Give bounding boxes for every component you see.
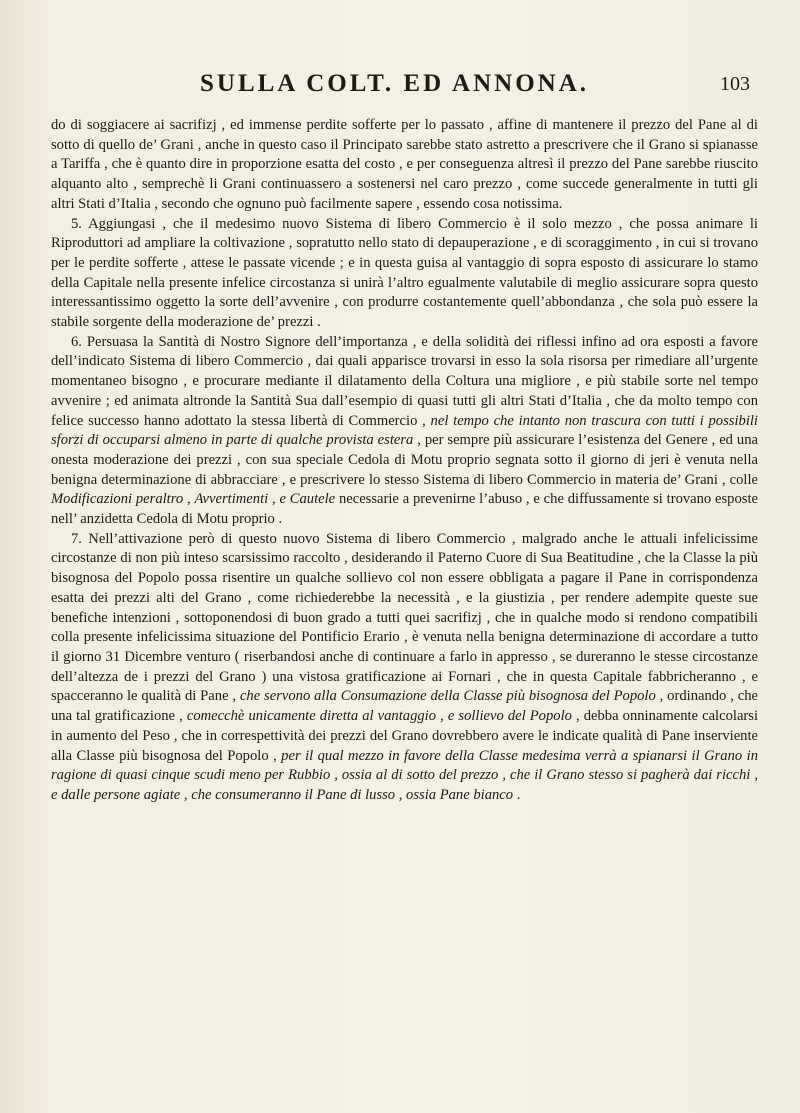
paragraph-7: 7. Nell’attivazione però di questo nuovo Sistema di libero Commercio , malgrado anche le attuali infelicissime circostanze di non più inteso scarsissimo raccolto , desiderando il Paterno Cuore di Sua Beatitudine , che la Classe la più bisognosa del Popolo possa risentire un qualche sollievo col non essere obbligata a pagare il Pane in corrispondenza esatta dei prezzi alti del Grano , come richiederebbe la necessità , e la giustizia , per rendere adempite queste sue benefiche intenzioni , sottoponendosi di buon grado a tutti quei sacrifizj , che in qualche modo si rendono compatibili colla presente infelicissima situazione del Pontificio Erario , è venuta nella benigna determinazione di accordare a tutto il giorno 31 Dicembre venturo ( riserbandosi anche di continuare a farlo in appresso , se dureranno le stesse circostanze dell’altezza de i prezzi del Grano ) una vistosa gratificazione ai Fornari , che in questa Capitale fabbricheranno , e spacceranno le qualità di Pane , che servono alla Consumazione della Classe più bisognosa del Popolo , ordinando , che una tal gratificazione , comecchè unicamente diretta al vantaggio , e sollievo del Popolo , debba onninamente calcolarsi in aumento del Peso , che in correspettività dei prezzi del Grano dovrebbero avere le indicate qualità di Pane inserviente alla Classe più bisognosa del Popolo , per il qual mezzo in favore della Classe medesima verrà a spianarsi il Grano in ragione di quasi cinque scudi meno per Rubbio , ossia al di sotto del prezzo , che il Grano stesso si pagherà dai ricchi , e dalle persone agiate , che consumeranno il Pane di lusso , ossia Pane bianco . bbox=[51, 530, 759, 803]
paragraph-continuation: do di soggiacere ai sacrifizj , ed immense perdite sofferte per lo passato , affine di mantenere il prezzo del Pane al di sotto di quello de’ Grani , anche in questo caso il Principato sarebbe stato astretto a prescrivere che il Grano si spianasse a Tariffa , che è quanto dire in proporzione esatta del costo , e per conseguenza altresì il prezzo del Pane sarebbe riuscito alquanto alto , semprechè li Grani continuassero a sostenersi nel caro prezzo , come succede generalmente in tutti gli altri Stati d’Italia , secondo che ognuno può facilmente sapere , essendo cosa notissima. bbox=[51, 117, 758, 212]
paragraph-5: 5. Aggiungasi , che il medesimo nuovo Sistema di libero Commercio è il solo mezzo , che possa animare li Riproduttori ad ampliare la coltivazione , sopratutto nello stato di depauperazione , e di scoraggimento , in cui si trovano per le perdite sofferte , attese le passate vicende ; e in questa guisa al vantaggio di sopra esposto di assicurare lo stamo della Capitale nella presente infelice circostanza si unirà l’altro egualmente valutabile di meglio assicurare sopra questo interessantissimo oggetto la sorte dell’avvenire , con produrre costantemente quell’abbondanza , che sola può essere la stabile sorgente della moderazione de’ prezzi . bbox=[51, 215, 758, 331]
body-text bbox=[51, 116, 758, 806]
page-header bbox=[50, 70, 750, 100]
page-number: 103 bbox=[720, 73, 750, 95]
running-head: SULLA COLT. ED ANNONA. bbox=[200, 70, 589, 97]
paragraph-6: 6. Persuasa la Santità di Nostro Signore dell’importanza , e della solidità dei riflessi infino ad ora esposti a favore dell’indicato Sistema di libero Commercio , dai quali apparisce trovarsi in esso la sola risorsa per rimediare all’urgente momentaneo bisogno , e procurare mediante il dilatamento della Coltura una migliore , e più stabile sorte nel tempo avvenire ; ed animata altronde la Santità Sua dall’esempio di quasi tutti gli altri Stati d’Italia , che da molto tempo con felice successo hanno adottato la stessa libertà di Commercio , nel tempo che intanto non trascura con tutti i possibili sforzi di occuparsi almeno in parte di qualche provista estera , per sempre più assicurare l’esistenza del Genere , ed una onesta moderazione dei prezzi , con sua speciale Cedola di Motu proprio segnata sotto il giorno di jeri è venuta nella benigna determinazione di abbracciare , e prescrivere lo stesso Sistema di libero Commercio in materia de’ Grani , colle Modificazioni peraltro , Avvertimenti , e Cautele necessarie a prevenirne l’abuso , e che diffussamente si trovano esposte nell’ anzidetta Cedola di Motu proprio . bbox=[51, 333, 758, 528]
